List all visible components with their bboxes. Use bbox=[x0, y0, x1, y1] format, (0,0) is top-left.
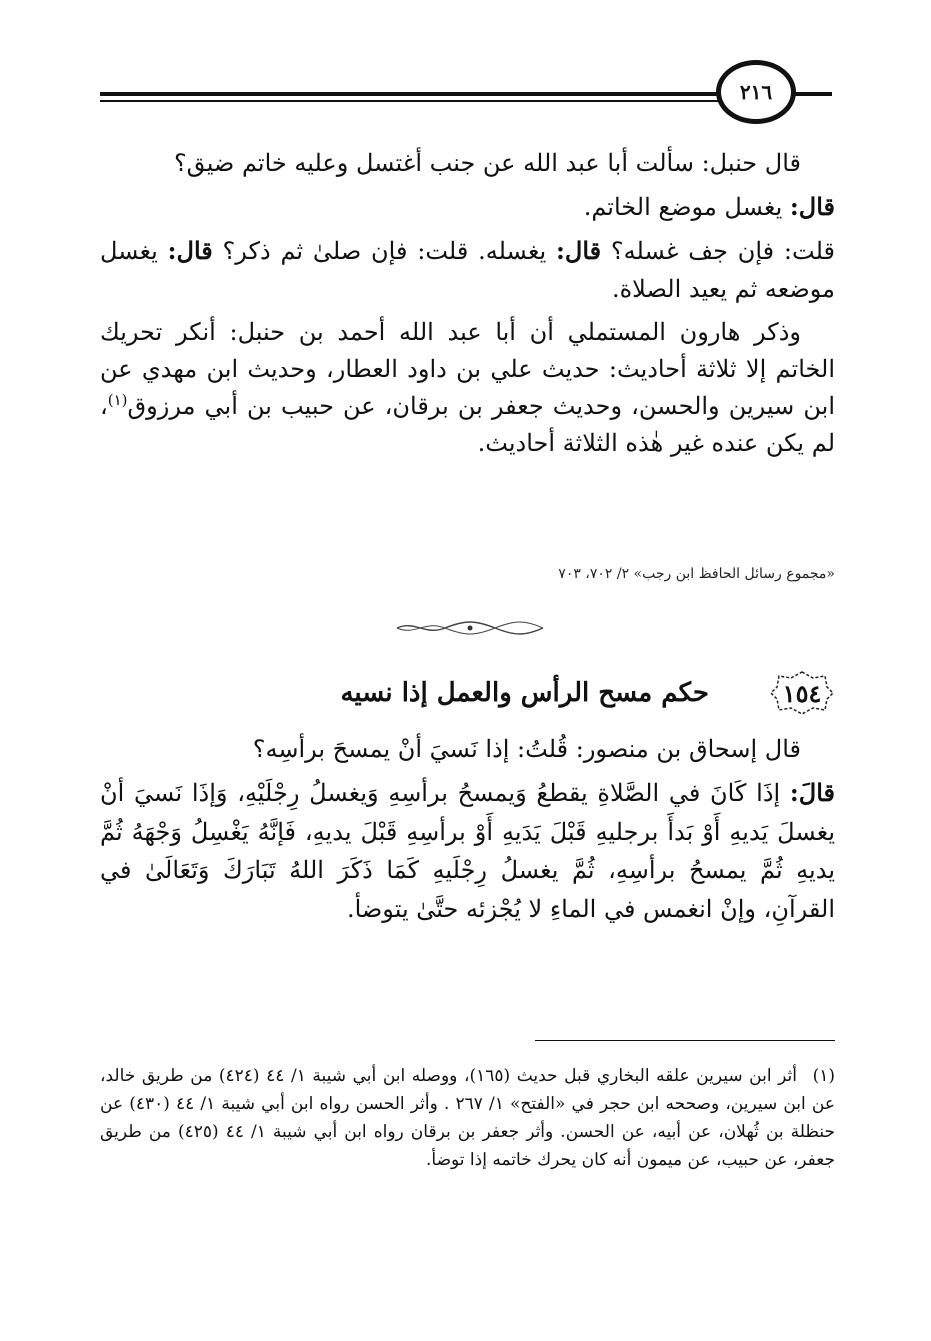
paragraph-3 bbox=[100, 232, 835, 307]
header-rule-thin bbox=[100, 100, 720, 102]
header-rule-right bbox=[790, 92, 832, 96]
paragraph-3-c: يغسل موضعه ثم يعيد الصلاة. bbox=[100, 237, 835, 303]
text-block-2 bbox=[100, 730, 835, 934]
source-citation: «مجموع رسائل الحافظ ابن رجب» ٢/ ٧٠٢، ٧٠٣ bbox=[558, 566, 835, 582]
qala-label: قالَ: bbox=[789, 778, 835, 808]
paragraph-4-a: وذكر هارون المستملي أن أبا عبد الله أحمد بن حنبل: أنكر تحريك الخاتم إلا ثلاثة أحاديث: حديث علي بن داود العطار، وحديث ابن مهدي عن ابن سيرين والحسن، وحديث جعفر بن برقان، عن حبيب بن أبي مرزوق bbox=[100, 317, 835, 421]
paragraph-4-b: ، لم يكن عنده غير هٰذه الثلاثة أحاديث. bbox=[100, 392, 835, 458]
paragraph-3-b: يغسله. قلت: فإن صلىٰ ثم ذكر؟ bbox=[212, 237, 557, 266]
paragraph-3-a: قلت: فإن جف غسله؟ bbox=[601, 237, 835, 266]
paragraph-6 bbox=[100, 774, 835, 928]
footnote-rule bbox=[535, 1040, 835, 1041]
section-heading bbox=[100, 668, 835, 718]
footnote bbox=[100, 1062, 835, 1174]
footnote-ref: (١) bbox=[107, 391, 128, 410]
footnote-marker: (١) bbox=[812, 1066, 835, 1086]
text-block-1 bbox=[100, 145, 835, 469]
ornament-divider bbox=[395, 620, 545, 636]
page-number: ٢١٦ bbox=[739, 80, 773, 104]
section-number: ١٥٤ bbox=[782, 678, 822, 708]
qala-label: قال: bbox=[167, 236, 213, 266]
qala-label: قال: bbox=[556, 236, 602, 266]
page-number-oval bbox=[716, 60, 796, 124]
paragraph-6-text: إذَا كَانَ في الصَّلاةِ يقطعُ وَيمسحُ برأسِهِ وَيغسلُ رِجْلَيْهِ، وَإذَا نَسيَ أنْ يغسلَ يَديهِ أَوْ بَدأَ برجليهِ قَبْلَ يَدَيهِ أَوْ برأسِهِ قَبْلَ يديهِ، فَإنَّهُ يَغْسِلُ وَجْهَهُ ثُمَّ يديهِ ثُمَّ يمسحُ برأسِهِ، ثُمَّ يغسلُ رِجْلَيهِ كَمَا ذَكَرَ اللهُ تَبَارَكَ وَتَعَالَىٰ في القرآنِ، وإنْ انغمس في الماءِ لا يُجْزئه حتَّىٰ يتوضأ. bbox=[100, 779, 835, 923]
section-title: حكم مسح الرأس والعمل إذا نسيه bbox=[340, 678, 709, 708]
paragraph-2 bbox=[100, 188, 835, 226]
header-rule-thick bbox=[100, 92, 720, 96]
paragraph-4 bbox=[100, 314, 835, 463]
paragraph-5: قال إسحاق بن منصور: قُلتُ: إذا نَسيَ أنْ يمسحَ برأسِه؟ bbox=[252, 735, 801, 763]
paragraph-2-text: يغسل موضع الخاتم. bbox=[583, 193, 790, 222]
section-number-medallion bbox=[769, 670, 835, 716]
paragraph-1: قال حنبل: سألت أبا عبد الله عن جنب أغتسل وعليه خاتم ضيق؟ bbox=[173, 149, 801, 177]
footnote-text: أثر ابن سيرين علقه البخاري قبل حديث (١٦٥)، ووصله ابن أبي شيبة ١/ ٤٤ (٤٢٤) من طريق خالد، عن ابن سيرين، وصححه ابن حجر في «الفتح» ١/ ٢٦٧ . وأثر الحسن رواه ابن أبي شيبة ١/ ٤٤ (٤٣٠) عن حنظلة بن ثُهلان، عن أبيه، عن الحسن. وأثر جعفر بن برقان رواه ابن أبي شيبة ١/ ٤٤ (٤٢٥) من طريق جعفر، عن حبيب، عن ميمون أنه كان يحرك خاتمه إذا توضأ. bbox=[100, 1066, 835, 1171]
qala-label: قال: bbox=[789, 192, 835, 222]
